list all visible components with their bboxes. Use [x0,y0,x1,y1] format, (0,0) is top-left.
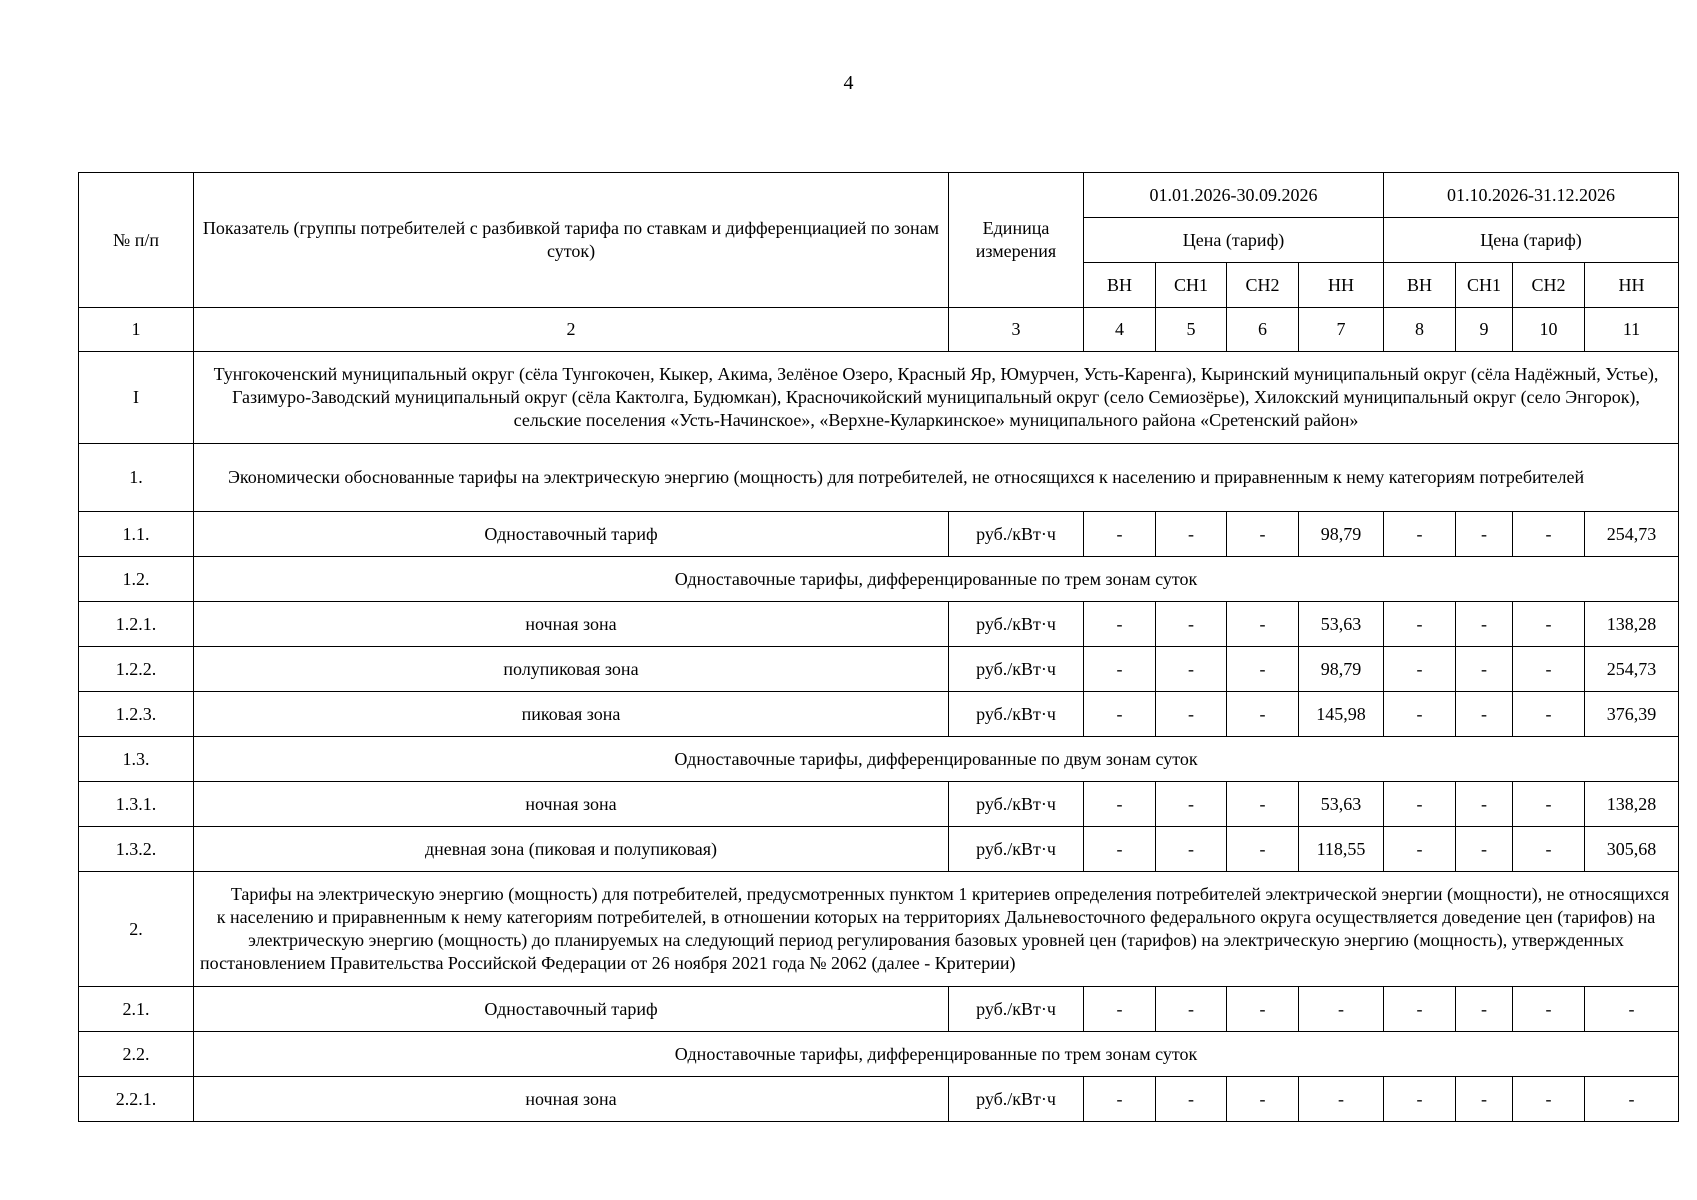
row-value: - [1456,512,1513,557]
row-value: - [1084,987,1156,1032]
row-value: - [1084,602,1156,647]
header-price-2: Цена (тариф) [1384,218,1679,263]
column-number: 6 [1227,308,1299,352]
group-row [79,557,1679,602]
header-voltage: НН [1585,263,1679,308]
region-row [79,352,1679,444]
row-value: - [1384,827,1456,872]
row-value: - [1227,647,1299,692]
row-value: - [1227,512,1299,557]
row-value: 98,79 [1299,512,1384,557]
header-voltage: НН [1299,263,1384,308]
header-period-1: 01.01.2026-30.09.2026 [1084,173,1384,218]
row-value: - [1227,827,1299,872]
tariff-table [78,172,1679,1122]
row-value: - [1384,987,1456,1032]
table-row [79,602,1679,647]
row-value: - [1384,1077,1456,1122]
column-number: 10 [1513,308,1585,352]
row-value: - [1084,647,1156,692]
row-value: 138,28 [1585,602,1679,647]
row-value: - [1585,1077,1679,1122]
row-value: 98,79 [1299,647,1384,692]
row-name: полупиковая зона [194,647,949,692]
row-unit: руб./кВт·ч [949,782,1084,827]
column-number: 4 [1084,308,1156,352]
row-value: - [1513,647,1585,692]
table-row [79,647,1679,692]
table-row [79,987,1679,1032]
row-value: - [1384,512,1456,557]
row-value: - [1156,827,1227,872]
row-unit: руб./кВт·ч [949,647,1084,692]
row-name: ночная зона [194,782,949,827]
row-value: 305,68 [1585,827,1679,872]
region-num: I [79,352,194,444]
row-value: - [1513,987,1585,1032]
row-value: - [1513,692,1585,737]
row-value: - [1384,647,1456,692]
row-num: 1.2. [79,557,194,602]
table-row [79,512,1679,557]
row-num: 1.3.2. [79,827,194,872]
row-value: - [1156,512,1227,557]
row-value: - [1456,782,1513,827]
table-row [79,1077,1679,1122]
column-number: 2 [194,308,949,352]
row-value: - [1084,692,1156,737]
row-unit: руб./кВт·ч [949,512,1084,557]
row-name: Одноставочный тариф [194,987,949,1032]
row-value: - [1084,827,1156,872]
row-num: 1.2.2. [79,647,194,692]
column-number: 7 [1299,308,1384,352]
row-name: Одноставочные тарифы, дифференцированные по трем зонам суток [194,557,1679,602]
header-voltage: ВН [1084,263,1156,308]
section-row-2 [79,872,1679,987]
column-number: 1 [79,308,194,352]
header-period-2: 01.10.2026-31.12.2026 [1384,173,1679,218]
row-value: - [1456,692,1513,737]
row-value: - [1513,782,1585,827]
header-voltage: ВН [1384,263,1456,308]
row-num: 1.2.3. [79,692,194,737]
header-indicator: Показатель (группы потребителей с разбивкой тарифа по ставкам и дифференциацией по зонам суток) [194,173,949,308]
row-unit: руб./кВт·ч [949,602,1084,647]
column-number: 9 [1456,308,1513,352]
row-value: 138,28 [1585,782,1679,827]
row-value: 53,63 [1299,782,1384,827]
row-value: 145,98 [1299,692,1384,737]
row-num: 2.2. [79,1032,194,1077]
table-row [79,692,1679,737]
row-value: - [1156,692,1227,737]
row-value: - [1227,987,1299,1032]
page-number: 4 [843,72,854,94]
row-value: - [1084,782,1156,827]
header-voltage: СН2 [1513,263,1585,308]
row-value: - [1084,512,1156,557]
row-name: дневная зона (пиковая и полупиковая) [194,827,949,872]
row-value: - [1585,987,1679,1032]
header-voltage: СН2 [1227,263,1299,308]
row-unit: руб./кВт·ч [949,692,1084,737]
table-row [79,827,1679,872]
row-num: 2.1. [79,987,194,1032]
row-value: - [1227,692,1299,737]
column-number-row [79,308,1679,352]
row-value: - [1513,512,1585,557]
row-value: - [1456,1077,1513,1122]
row-value: - [1156,782,1227,827]
row-num: 1.3.1. [79,782,194,827]
row-value: - [1156,1077,1227,1122]
row-value: - [1456,827,1513,872]
table-row [79,782,1679,827]
row-value: - [1084,1077,1156,1122]
table-body [79,173,1679,1122]
row-name: Одноставочные тарифы, дифференцированные по трем зонам суток [194,1032,1679,1077]
row-num: 1.3. [79,737,194,782]
section-text: Экономически обоснованные тарифы на электрическую энергию (мощность) для потребителей, не относящихся к населению и приравненным к нему категориям потребителей [194,444,1679,512]
row-num: 1.1. [79,512,194,557]
header-num: № п/п [79,173,194,308]
row-name: пиковая зона [194,692,949,737]
row-value: - [1456,647,1513,692]
row-value: - [1299,987,1384,1032]
row-name: ночная зона [194,602,949,647]
column-number: 5 [1156,308,1227,352]
row-value: - [1384,692,1456,737]
row-num: 1.2.1. [79,602,194,647]
header-voltage: СН1 [1456,263,1513,308]
row-value: - [1456,987,1513,1032]
row-value: 53,63 [1299,602,1384,647]
row-name: ночная зона [194,1077,949,1122]
row-value: - [1513,1077,1585,1122]
row-value: 118,55 [1299,827,1384,872]
row-num: 2.2.1. [79,1077,194,1122]
column-number: 8 [1384,308,1456,352]
row-value: - [1384,602,1456,647]
header-unit: Единица измерения [949,173,1084,308]
row-value: 376,39 [1585,692,1679,737]
header-voltage: СН1 [1156,263,1227,308]
row-unit: руб./кВт·ч [949,987,1084,1032]
row-value: - [1227,782,1299,827]
row-value: - [1156,602,1227,647]
header-row-periods [79,173,1679,218]
region-text: Тунгокоченский муниципальный округ (сёла Тунгокочен, Кыкер, Акима, Зелёное Озеро, Красный Яр, Юмурчен, Усть-Каренга), Кыринский муниципальный округ (сёла Надёжный, Устье), Газимуро-Заводский муниципальный округ (сёла Кактолга, Будюмкан), Красночикойский муниципальный округ (село Семиозёрье), Хилокский муниципальный округ (село Энгорок), сельские поселения «Усть-Начинское», «Верхне-Куларкинское» муниципального района «Сретенский район» [194,352,1679,444]
row-value: - [1384,782,1456,827]
row-value: - [1513,602,1585,647]
row-name: Одноставочные тарифы, дифференцированные по двум зонам суток [194,737,1679,782]
row-value: 254,73 [1585,647,1679,692]
row-unit: руб./кВт·ч [949,827,1084,872]
row-value: - [1227,602,1299,647]
column-number: 3 [949,308,1084,352]
row-name: Одноставочный тариф [194,512,949,557]
row-value: - [1156,987,1227,1032]
row-value: - [1156,647,1227,692]
row-value: - [1456,602,1513,647]
header-price-1: Цена (тариф) [1084,218,1384,263]
section-text: Тарифы на электрическую энергию (мощность) для потребителей, предусмотренных пунктом 1 критериев определения потребителей электрической энергии (мощности), не относящихся к населению и приравненным к нему категориям потребителей, в отношении которых на территориях Дальневосточного федерального округа осуществляется доведение цен (тарифов) на электрическую энергию (мощность) до планируемых на следующий период регулирования базовых уровней цен (тарифов) на электрическую энергию (мощность), утвержденных постановлением Правительства Российской Федерации от 26 ноября 2021 года № 2062 (далее - Критерии) [194,872,1679,987]
row-value: - [1513,827,1585,872]
row-value: - [1299,1077,1384,1122]
section-num: 2. [79,872,194,987]
column-number: 11 [1585,308,1679,352]
row-value: - [1227,1077,1299,1122]
group-row [79,1032,1679,1077]
row-unit: руб./кВт·ч [949,1077,1084,1122]
section-num: 1. [79,444,194,512]
row-value: 254,73 [1585,512,1679,557]
section-row-1 [79,444,1679,512]
group-row [79,737,1679,782]
